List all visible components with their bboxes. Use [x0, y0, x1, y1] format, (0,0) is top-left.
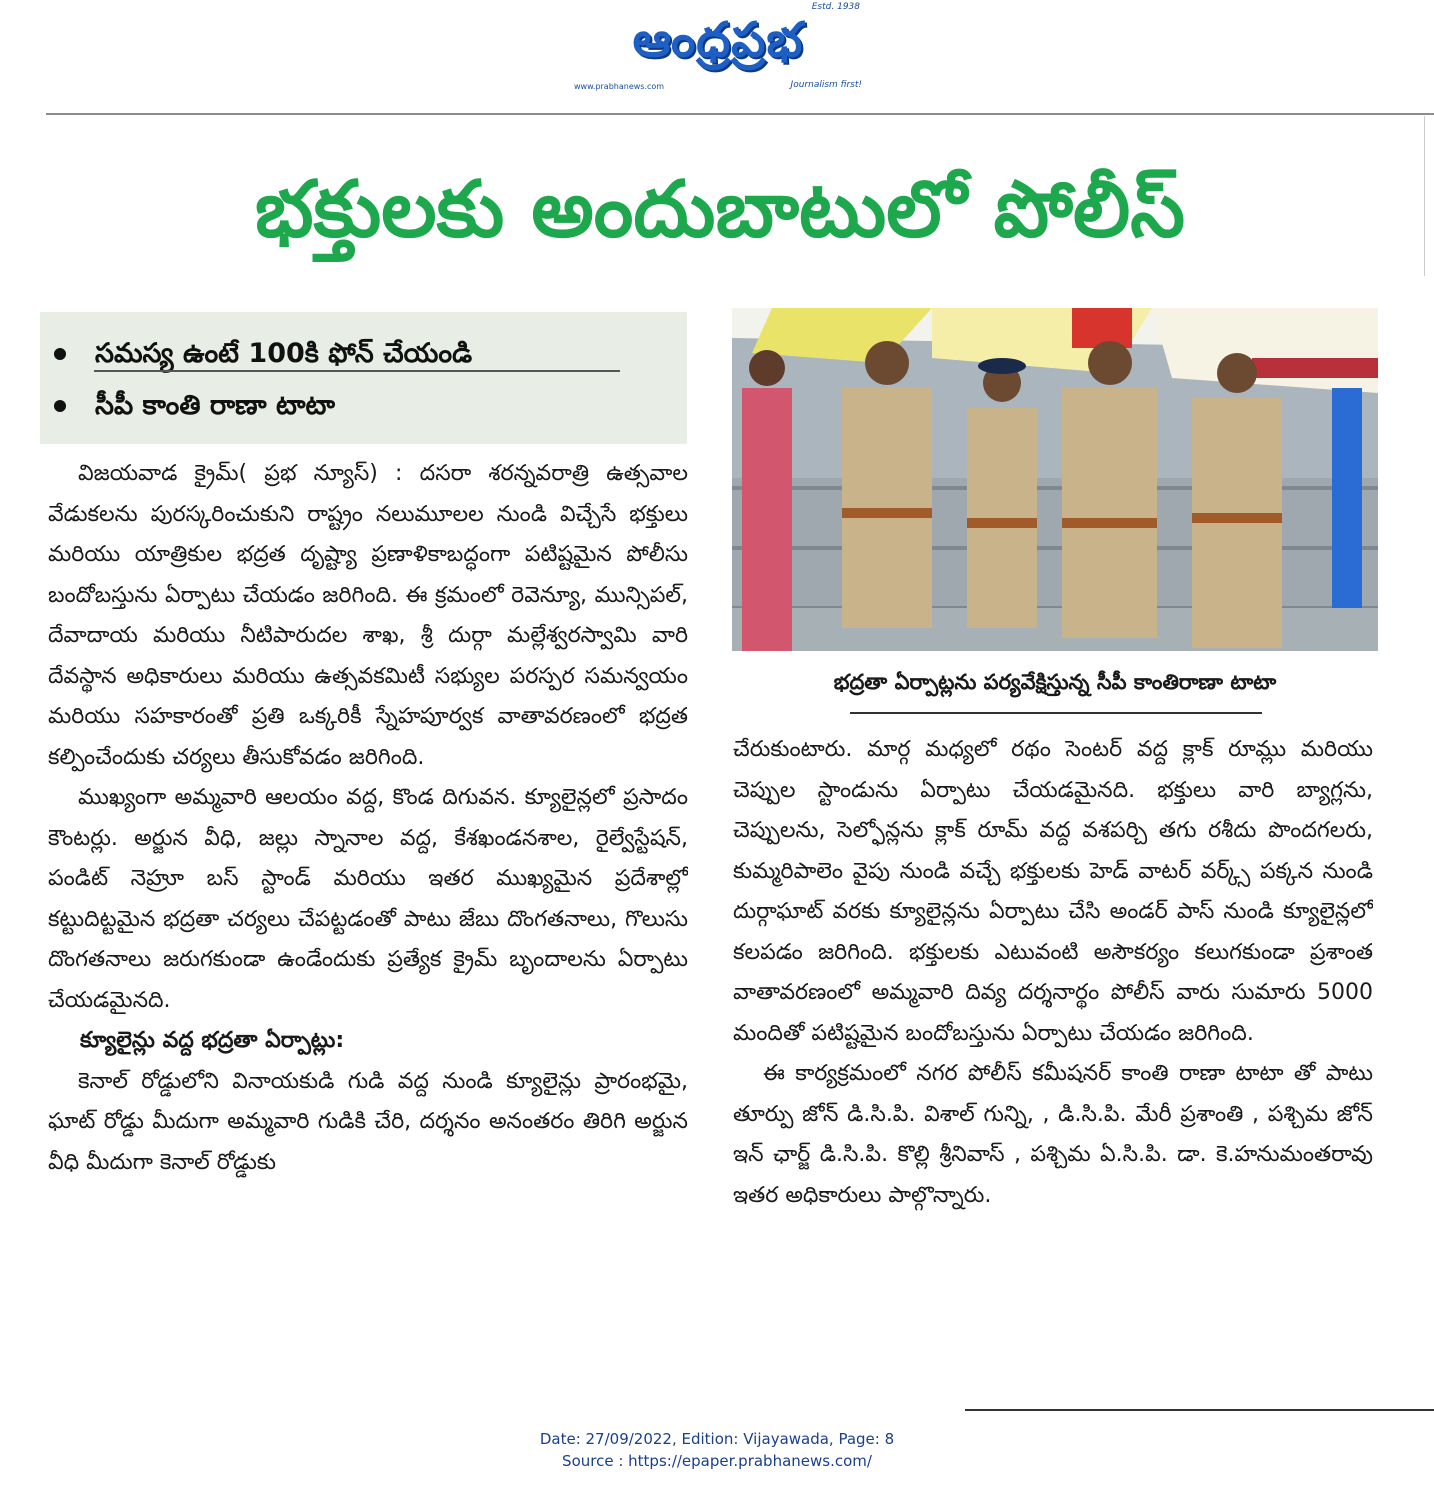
article-column-left: [48, 454, 688, 1394]
masthead-divider: [46, 113, 1434, 115]
article-end-rule: [965, 1409, 1434, 1411]
highlight-item: సమస్య ఉంటే 100కి ఫోన్ చేయండి: [95, 338, 473, 369]
footer-date-edition: Date: 27/09/2022, Edition: Vijayawada, Page: 8: [539, 1430, 895, 1448]
article-paragraph: చేరుకుంటారు. మార్గ మధ్యలో రథం సెంటర్ వద్ద క్లాక్ రూమ్లు మరియు చెప్పుల స్టాండును ఏర్పాటు చేయడమైనది. భక్తులు వారి బ్యాగ్లను, చెప్పులను, సెల్ఫోన్లను క్లాక్ రూమ్ వద్ద వశపర్చి తగు రశీదు పొందగలరు, కుమ్మరిపాలెం వైపు నుండి వచ్చే భక్తులకు హెడ్ వాటర్ వర్క్స్ పక్కన నుండి దుర్గాఘాట్ వరకు క్యూలైన్లను ఏర్పాటు చేసి అండర్ పాస్ నుండి క్యూలైన్లలో కలపడం జరిగింది. భక్తులకు ఎటువంటి అసౌకర్యం కలుగకుండా ప్రశాంత వాతావరణంలో అమ్మవారి దివ్య దర్శనార్థం పోలీస్ వారు సుమారు 5000 మందితో పటిష్టమైన బందోబస్తును ఏర్పాటు చేయడం జరిగింది.: [733, 737, 1373, 1046]
highlight-divider: [94, 370, 620, 372]
article-paragraph: కెనాల్ రోడ్డులోని వినాయకుడి గుడి వద్ద నుండి క్యూలైన్లు ప్రారంభమై, ఘాట్ రోడ్డు మీదుగా అమ్మవారి గుడికి చేరి, దర్శనం అనంతరం తిరిగి అర్జున వీధి మీదుగా కెనాల్ రోడ్డుకు: [48, 1068, 688, 1175]
article-paragraph: ఈ కార్యక్రమంలో నగర పోలీస్ కమీషనర్ కాంతి రాణా టాటా తో పాటు తూర్పు జోన్ డి.సి.పి. విశాల్ గున్ని, , డి.సి.పి. మేరీ ప్రశాంతి , పశ్చిమ జోన్ ఇన్ ఛార్జ్ డి.సి.పి. కొల్లి శ్రీనివాస్ , పశ్చిమ ఏ.సి.పి. డా. కె.హనుమంతరావు ఇతర అధికారులు పాల్గొన్నారు.: [733, 1061, 1373, 1208]
article-subheading: క్యూలైన్లు వద్ద భద్రతా ఏర్పాట్లు:: [80, 1028, 345, 1053]
caption-divider: [850, 712, 1262, 714]
footer-source: Source : https://epaper.prabhanews.com/: [562, 1452, 872, 1470]
edge-line: [1424, 116, 1425, 276]
article-paragraph: ముఖ్యంగా అమ్మవారి ఆలయం వద్ద, కొండ దిగువన. క్యూలైన్లలో ప్రసాదం కౌంటర్లు. అర్జున వీధి, జల్లు స్నానాల వద్ద, కేశఖండనశాల, రైల్వేస్టేషన్, పండిట్ నెహ్రూ బస్ స్టాండ్ మరియు ఇతర ముఖ్యమైన ప్రదేశాల్లో కట్టుదిట్టమైన భద్రతా చర్యలు చేపట్టడంతో పాటు జేబు దొంగతనాలు, గొలుసు దొంగతనాలు జరుగకుండా ఉండేందుకు ప్రత్యేక క్రైమ్ బృందాలను ఏర్పాటు చేయడమైనది.: [48, 785, 688, 1013]
bullet-icon: [54, 348, 66, 360]
masthead: [570, 2, 866, 90]
bullet-icon: [54, 400, 66, 412]
news-photo: [732, 308, 1378, 651]
masthead-tagline: Journalism first!: [790, 80, 862, 90]
article-paragraph: విజయవాడ క్రైమ్( ప్రభ న్యూస్) : దసరా శరన్నవరాత్రి ఉత్సవాల వేడుకలను పురస్కరించుకుని రాష్ట్రం నలుమూలల నుండి విచ్చేసే భక్తులు మరియు యాత్రికుల భద్రత దృష్ట్యా ప్రణాళికాబద్ధంగా పటిష్టమైన పోలీసు బందోబస్తును ఏర్పాటు చేయడం జరిగింది. ఈ క్రమంలో రెవెన్యూ, మున్సిపల్, దేవాదాయ మరియు నీటిపారుదల శాఖ, శ్రీ దుర్గా మల్లేశ్వరస్వామి వారి దేవస్థాన అధికారులు మరియు ఉత్సవకమిటీ సభ్యుల పరస్పర సమన్వయం మరియు సహకారంతో ప్రతి ఒక్కరికీ స్నేహపూర్వక వాతావరణంలో భద్రత కల్పించేందుకు చర్యలు తీసుకోవడం జరిగింది.: [48, 461, 688, 770]
masthead-url: www.prabhanews.com: [574, 82, 665, 91]
highlight-item: సీపీ కాంతి రాణా టాటా: [95, 390, 336, 421]
highlights-box: [40, 312, 687, 444]
photo-caption: భద్రతా ఏర్పాట్లను పర్యవేక్షిస్తున్న సీపీ కాంతిరాణా టాటా: [833, 670, 1277, 694]
newspaper-logo: ఆంధ్రప్రభ: [632, 12, 804, 68]
estd-label: Estd. 1938: [811, 2, 860, 12]
article-column-right: [733, 730, 1373, 1390]
article-headline: భక్తులకు అందుబాటులో పోలీస్: [255, 165, 1185, 255]
